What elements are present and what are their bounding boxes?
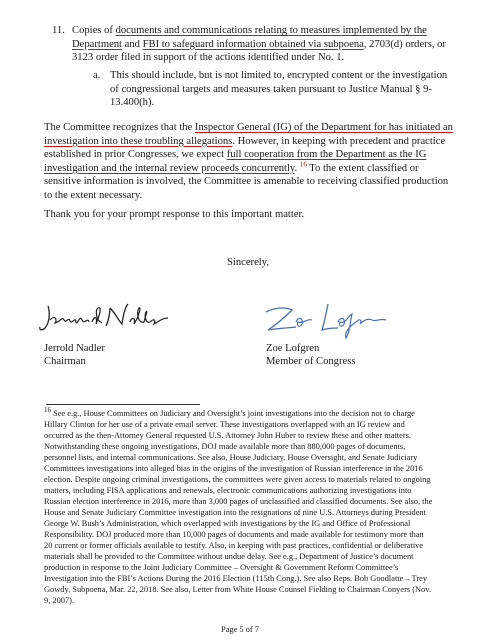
footnote-line-8: matters, including FISA applications and renewals, electronic communications authorizing investigations into [44,486,412,495]
footnote-line-12: Responsibility. DOJ produced more than 10,000 pages of documents and made available for testimony more than [44,530,424,539]
signer-1-name: Jerrold Nadler [44,343,105,354]
footnote-line-16: Investigation into the FBI’s Actions During the 2016 Election (115th Cong.). See also Reps. Bob Goodlatte – Trey [44,574,428,583]
footnote-line-13: 20 current or former officials available to testify. Also, in keeping with past practices, confidential or deliberative [44,541,424,550]
footnote-line-2: Hillary Clinton for her use of a private email server. These investigations overlapped with an IG review and [44,420,405,429]
item-11-underlined-text: documents and communications relating to measures implemented by the [115,25,427,36]
signer-1-title: Chairman [44,356,86,367]
nadler-signature [36,300,176,336]
footnote-number: 16 [44,406,51,415]
item-11-text: and [122,38,143,50]
thanks-line: Thank you for your prompt response to this important matter. [44,209,305,220]
paragraph-text: . [294,162,300,174]
footnote-line-3: occurred as the then-Attorney General requested U.S. Attorney John Huber to review these and other matters. [44,431,411,440]
lofgren-signature [258,298,408,340]
footnote-reference: 16 [299,159,307,168]
item-11-underlined-text: Department [72,38,123,50]
paragraph-text: The Committee recognizes that the [44,122,195,133]
footnote-text: See e.g., House Committees on Judiciary and Oversight’s joint investigations into the decision not to charge [51,409,415,418]
footnote-line-1 [44,408,415,419]
closing-sincerely: Sincerely, [227,257,269,268]
footnote-line-18: 9, 2007). [44,596,75,605]
paragraph-line-4 [44,159,419,176]
footnote-line-10: House and Senate Judiciary Committee investigation into the resignations of nine U.S. Attorneys during President [44,508,426,517]
item-11-underlined-text: FBI to safeguard information obtained via subpoena [142,38,364,50]
footnote-line-9: Russian election interference in 2016, more than 3,000 pages of unclassified and classified documents. See also, the [44,497,433,506]
footnote-line-11: George W. Bush’s Administration, which overlapped with investigations by the IG and Office of Professional [44,519,411,528]
paragraph-line-1 [44,121,453,135]
paragraph-underlined-text: investigation into these troubling allegations [44,135,233,147]
paragraph-underlined-text: investigation and the internal review proceeds concurrently [44,162,295,174]
item-11-number: 11. [52,25,65,36]
signer-2-name: Zoe Lofgren [266,343,320,354]
paragraph-line-2 [44,135,445,149]
paragraph-text: . However, in keeping with precedent and practice [232,135,446,147]
item-11-line-2 [72,38,446,52]
item-11a-line-2: of congressional targets and measures taken pursuant to Justice Manual § 9- [110,83,432,95]
item-11-line-3: 3123 order filed in support of the actions identified under No. 1. [72,52,345,63]
paragraph-line-3 [44,148,426,162]
footnote-line-6: Committees investigations into alleged bias in the origins of the investigation of Russian interference in the 2016 [44,464,423,473]
item-11a-line-1: This should include, but is not limited to, encrypted content or the investigation [110,70,448,81]
paragraph-underlined-text: full cooperation from the Department as the IG [226,149,427,160]
paragraph-underlined-text: Inspector General (IG) of the Department for has initiated an [194,122,453,133]
signer-2-title: Member of Congress [266,356,356,367]
item-11-text: Copies of [72,25,116,36]
footnote-line-17: Gowdy, Subpoena, Mar. 22, 2018. See also, Letter from White House Counsel Fielding to Chairman Conyers (Nov. [44,585,431,594]
item-11-text: , 2703(d) orders, or [363,38,446,50]
item-11-line-1 [72,24,427,38]
item-11a-line-3: 13.400(h). [110,97,155,108]
footnote-line-5: personnel lists, and internal communications. See also, House Judiciary, House Oversight, and Senate Judiciary [44,453,418,462]
footnote-line-14: materials shall be provided to the Committee without undue delay. See e.g., Department of Justice’s document [44,552,414,561]
footnote-line-15: production in response to the Joint Judiciary Committee – Oversight & Government Reform Committee’s [44,563,399,572]
footnote-line-4: Notwithstanding these ongoing investigations, DOJ made available more than 880,000 pages of documents, [44,442,406,451]
paragraph-line-5: sensitive information is involved, the Committee is amenable to receiving classified production [44,176,449,187]
footnote-line-7: election. Despite ongoing criminal investigations, the committees were given access to materials related to ongoing [44,475,431,484]
paragraph-line-6: to the extent necessary. [44,189,143,201]
footnote-divider [46,404,200,405]
paragraph-text: To the extent classified or [306,162,419,174]
paragraph-text: established in prior Congresses, we expect [44,149,227,160]
item-11a-letter: a. [93,70,101,81]
page-number: Page 5 of 7 [221,625,259,634]
